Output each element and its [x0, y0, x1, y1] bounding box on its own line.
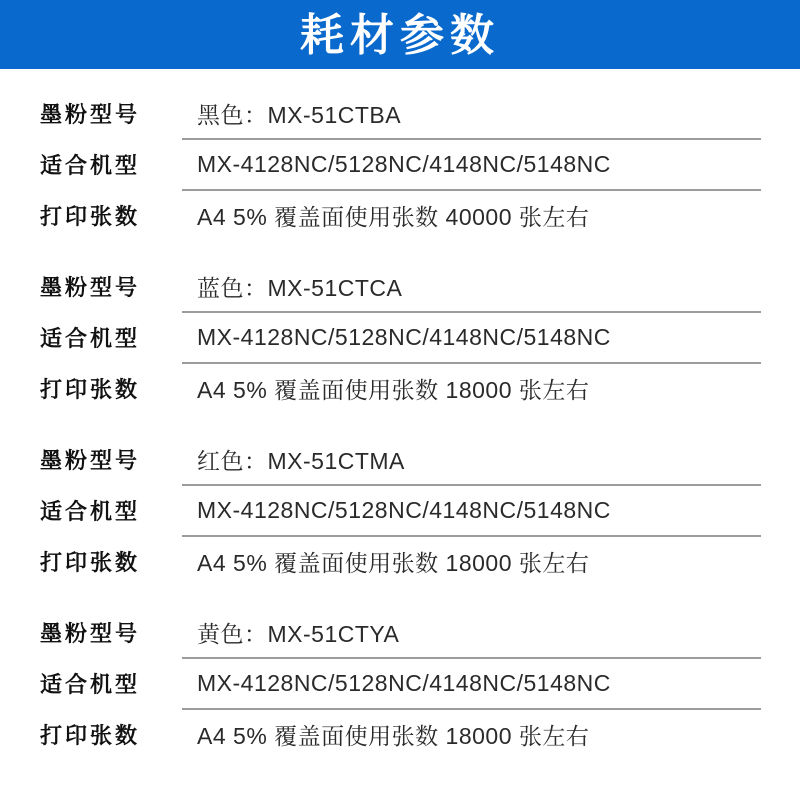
row-label: 墨粉型号 [40, 621, 141, 646]
table-row [0, 607, 800, 658]
row-label: 打印张数 [40, 377, 141, 402]
page-title: 耗材参数 [300, 10, 500, 60]
row-label: 适合机型 [40, 499, 141, 524]
row-value: MX-4128NC/5128NC/4148NC/5148NC [197, 151, 611, 177]
table-row [0, 485, 800, 536]
spec-section-yellow [0, 607, 800, 760]
table-row [0, 190, 800, 241]
row-value: 黑色：MX-51CTBA [197, 102, 402, 128]
table-row [0, 658, 800, 709]
table-row [0, 434, 800, 485]
row-label: 适合机型 [40, 672, 141, 697]
row-value: MX-4128NC/5128NC/4148NC/5148NC [197, 324, 611, 350]
spec-section-magenta [0, 434, 800, 587]
table-row [0, 88, 800, 139]
row-value: A4 5% 覆盖面使用张数 18000 张左右 [197, 723, 590, 749]
row-value: A4 5% 覆盖面使用张数 18000 张左右 [197, 550, 590, 576]
table-row [0, 363, 800, 414]
title-banner [0, 0, 800, 69]
row-label: 适合机型 [40, 326, 141, 351]
row-label: 墨粉型号 [40, 102, 141, 127]
row-value: 黄色：MX-51CTYA [197, 621, 400, 647]
row-value: 蓝色：MX-51CTCA [197, 275, 403, 301]
spec-section-black [0, 88, 800, 241]
spec-table [0, 69, 800, 760]
table-row [0, 536, 800, 587]
row-value: A4 5% 覆盖面使用张数 18000 张左右 [197, 377, 590, 403]
row-value: A4 5% 覆盖面使用张数 40000 张左右 [197, 204, 590, 230]
row-label: 墨粉型号 [40, 275, 141, 300]
row-label: 打印张数 [40, 204, 141, 229]
table-row [0, 261, 800, 312]
row-value: MX-4128NC/5128NC/4148NC/5148NC [197, 670, 611, 696]
table-row [0, 139, 800, 190]
row-label: 打印张数 [40, 550, 141, 575]
spec-section-cyan [0, 261, 800, 414]
table-row [0, 709, 800, 760]
row-value: MX-4128NC/5128NC/4148NC/5148NC [197, 497, 611, 523]
row-label: 打印张数 [40, 723, 141, 748]
row-label: 墨粉型号 [40, 448, 141, 473]
table-row [0, 312, 800, 363]
row-label: 适合机型 [40, 153, 141, 178]
row-value: 红色：MX-51CTMA [197, 448, 405, 474]
